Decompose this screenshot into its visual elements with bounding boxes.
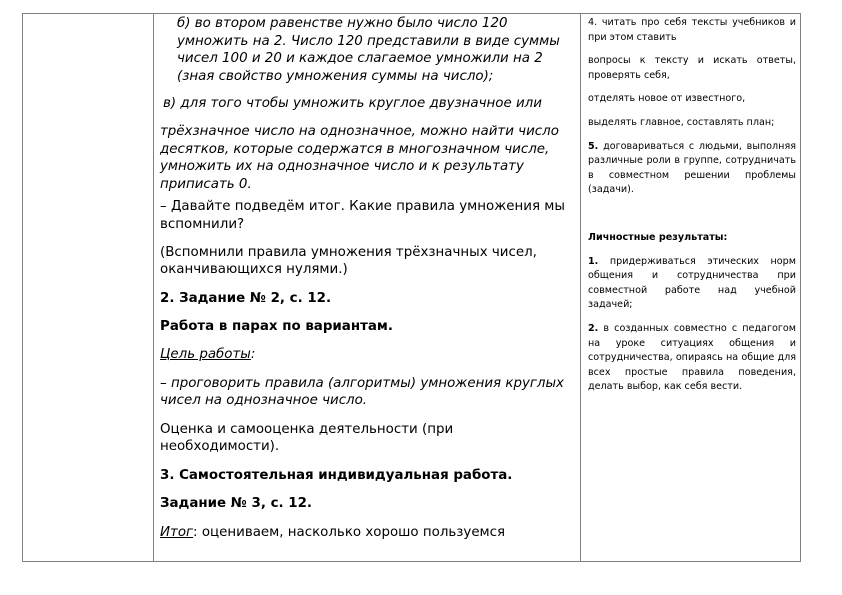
personal-item-2 bbox=[588, 322, 796, 395]
paragraph-summary-answer: (Вспомнили правила умножения трёхзначных чисел, оканчивающихся нулями.) bbox=[160, 244, 537, 278]
table-column-empty bbox=[23, 14, 154, 561]
personal-item-2-number: 2. bbox=[588, 322, 599, 334]
paragraph-rule: трёхзначное число на однозначное, можно найти число десятков, которые содержатся в многозначном числе, умножить их на однозначное число и к результату приписать 0. bbox=[160, 123, 559, 192]
result-item-4-main: выделять главное, составлять план; bbox=[588, 116, 775, 128]
pair-work-heading: Работа в парах по вариантам. bbox=[160, 319, 393, 335]
result-item-4-separate: отделять новое от известного, bbox=[588, 93, 746, 105]
personal-results-heading: Личностные результаты: bbox=[588, 231, 728, 243]
paragraph-v: в) для того чтобы умножить круглое двузначное или bbox=[163, 96, 542, 112]
paragraph-b: б) во втором равенстве нужно было число 120 умножить на 2. Число 120 представили в виде суммы чисел 100 и 20 и каждое слагаемое умножили на 2 (зная свойство умножения суммы на число); bbox=[177, 16, 560, 84]
personal-item-2-text: в созданных совместно с педагогом на уроке ситуациях общения и сотрудничества, опираясь на общие для всех простые правила поведения, делать выбор, как себя вести. bbox=[588, 322, 796, 393]
result-item-5 bbox=[588, 140, 796, 198]
goal-line bbox=[160, 346, 570, 364]
result-item-4: 4. читать про себя тексты учебников и при этом ставить bbox=[588, 17, 796, 43]
result-line bbox=[160, 524, 570, 542]
result-item-4-questions: вопросы к тексту и искать ответы, проверять себя, bbox=[588, 55, 796, 81]
evaluation-text: Оценка и самооценка деятельности (при необходимости). bbox=[160, 421, 454, 455]
paragraph-summary-question: – Давайте подведём итог. Какие правила умножения мы вспомнили? bbox=[160, 199, 565, 232]
result-item-5-number: 5. bbox=[588, 140, 599, 152]
goal-text: – проговорить правила (алгоритмы) умножения круглых чисел на однозначное число. bbox=[160, 375, 564, 409]
personal-item-1-text: придерживаться этических норм общения и сотрудничества при совместной работе над учебной задачей; bbox=[588, 255, 796, 311]
goal-colon: : bbox=[250, 346, 256, 362]
personal-item-1 bbox=[588, 255, 796, 313]
result-text: : оцениваем, насколько хорошо пользуемся bbox=[193, 525, 506, 541]
result-item-5-text: договариваться с людьми, выполняя различные роли в группе, сотрудничать в совместном решении проблемы (задачи). bbox=[588, 140, 796, 196]
personal-item-1-number: 1. bbox=[588, 255, 599, 267]
result-label: Итог bbox=[160, 525, 194, 541]
learning-results bbox=[588, 16, 796, 395]
table-column-results bbox=[581, 14, 800, 561]
task-3-subheading: Задание № 3, с. 12. bbox=[160, 496, 313, 512]
lesson-content bbox=[160, 14, 570, 542]
goal-label: Цель работы bbox=[160, 346, 251, 362]
task-2-heading: 2. Задание № 2, с. 12. bbox=[160, 290, 332, 306]
lesson-table bbox=[22, 13, 801, 562]
task-3-heading: 3. Самостоятельная индивидуальная работа. bbox=[160, 467, 513, 483]
table-column-lesson-content bbox=[154, 14, 581, 561]
